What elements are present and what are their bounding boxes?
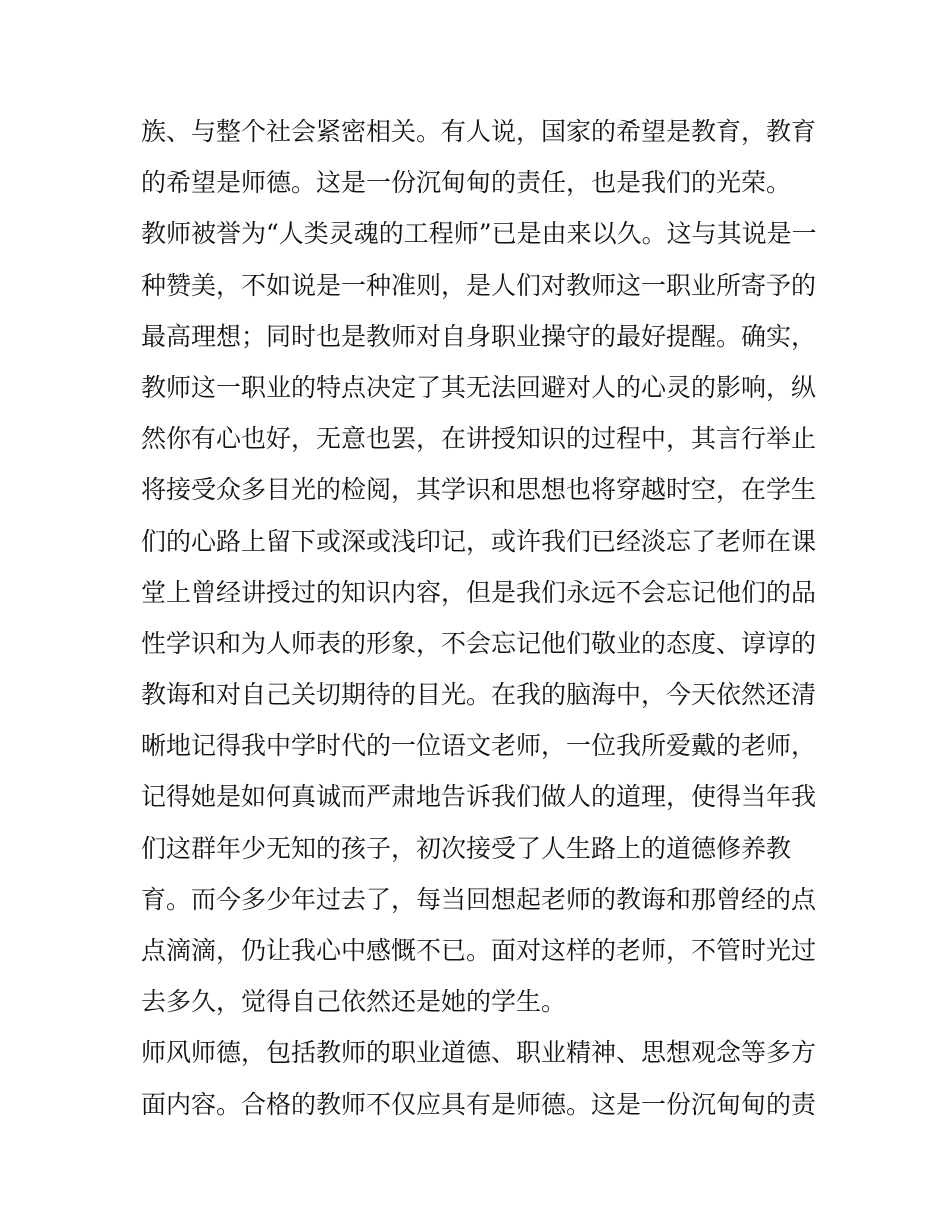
text-line: 们的心路上留下或深或浅印记，或许我们已经淡忘了老师在课 xyxy=(141,526,817,556)
text-line: 育。而今多少年过去了，每当回想起老师的教诲和那曾经的点 xyxy=(141,884,817,914)
text-line: 教诲和对自己关切期待的目光。在我的脑海中，今天依然还清 xyxy=(141,680,817,710)
text-line: 面内容。合格的教师不仅应具有是师德。这是一份沉甸甸的责 xyxy=(141,1089,817,1119)
text-line: 师风师德，包括教师的职业道德、职业精神、思想观念等多方 xyxy=(141,1038,817,1068)
text-line: 然你有心也好，无意也罢，在讲授知识的过程中，其言行举止 xyxy=(141,424,817,454)
text-line: 堂上曾经讲授过的知识内容，但是我们永远不会忘记他们的品 xyxy=(141,577,817,607)
text-line: 教师这一职业的特点决定了其无法回避对人的心灵的影响，纵 xyxy=(141,372,817,402)
text-line: 族、与整个社会紧密相关。有人说，国家的希望是教育，教育 xyxy=(141,117,817,146)
text-line: 最高理想；同时也是教师对自身职业操守的最好提醒。确实， xyxy=(141,321,817,351)
text-line: 性学识和为人师表的形象，不会忘记他们敬业的态度、谆谆的 xyxy=(141,628,817,658)
text-line: 将接受众多目光的检阅，其学识和思想也将穿越时空，在学生 xyxy=(141,475,817,505)
text-line: 种赞美，不如说是一种准则，是人们对教师这一职业所寄予的 xyxy=(141,270,817,300)
text-line: 记得她是如何真诚而严肃地告诉我们做人的道理，使得当年我 xyxy=(141,782,817,812)
text-line: 晰地记得我中学时代的一位语文老师，一位我所爱戴的老师， xyxy=(141,731,817,761)
text-line: 教师被誉为“人类灵魂的工程师”已是由来以久。这与其说是一 xyxy=(141,219,817,249)
text-line: 点滴滴，仍让我心中感慨不已。面对这样的老师，不管时光过 xyxy=(141,936,817,965)
text-line: 的希望是师德。这是一份沉甸甸的责任，也是我们的光荣。 xyxy=(141,168,792,198)
text-line: 去多久，觉得自己依然还是她的学生。 xyxy=(141,987,567,1017)
body-text xyxy=(141,106,821,1130)
text-line: 们这群年少无知的孩子，初次接受了人生路上的道德修养教 xyxy=(141,833,792,863)
